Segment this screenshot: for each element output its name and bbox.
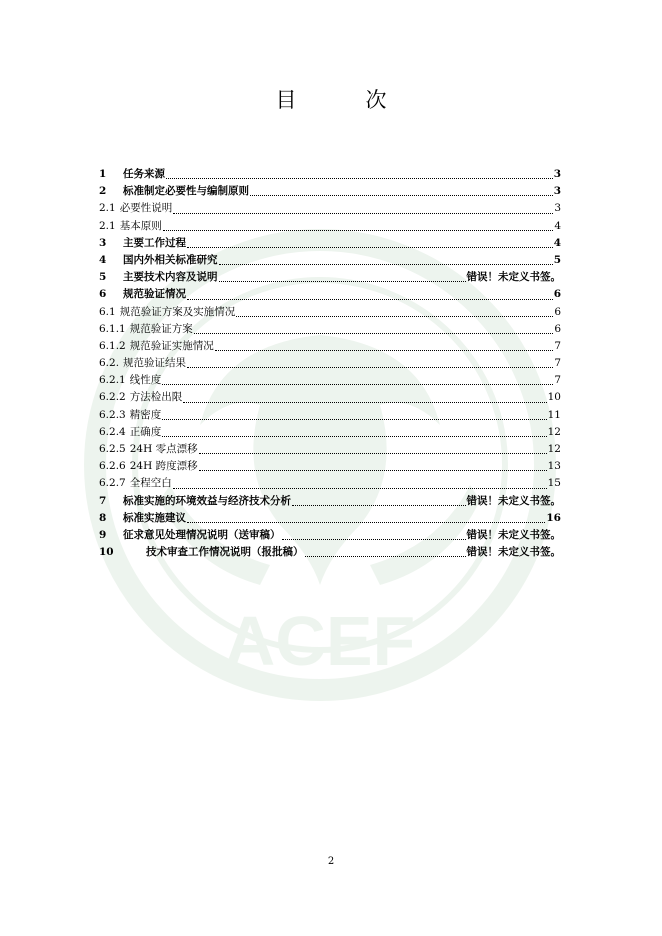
toc-entry-number: 6.2.1: [99, 374, 126, 387]
toc-leader-dots: [199, 470, 547, 471]
toc-entry-number: 4: [99, 253, 107, 266]
toc-leader-dots: [162, 436, 546, 437]
toc-leader-dots: [305, 556, 466, 557]
toc-entry[interactable]: [99, 200, 561, 217]
toc-entry-number: 5: [99, 271, 107, 284]
toc-entry-label: 全程空白: [129, 477, 172, 490]
toc-entry[interactable]: [99, 424, 561, 441]
toc-entry-label: 必要性说明: [119, 202, 173, 215]
toc-leader-dots: [183, 402, 546, 403]
toc-entry-page: 6: [553, 288, 561, 301]
toc-entry-label: 标准实施建议: [123, 511, 186, 524]
toc-entry-label: 精密度: [129, 408, 162, 421]
toc-entry-page: 7: [554, 339, 561, 352]
toc-entry-page: 3: [554, 202, 561, 215]
toc-entry[interactable]: [99, 441, 561, 458]
toc-leader-dots: [236, 316, 553, 317]
toc-leader-dots: [187, 247, 553, 248]
table-of-contents: [99, 166, 561, 561]
toc-leader-dots: [163, 230, 554, 231]
toc-leader-dots: [173, 213, 553, 214]
toc-entry[interactable]: [99, 389, 561, 406]
toc-leader-dots: [166, 178, 553, 179]
toc-entry[interactable]: [99, 355, 561, 372]
toc-leader-dots: [187, 299, 553, 300]
page-number: 2: [327, 856, 335, 867]
toc-entry-label: 24H 跨度漂移: [129, 460, 198, 473]
toc-entry-page: 10: [547, 391, 561, 404]
toc-entry[interactable]: [99, 338, 561, 355]
toc-entry-number: 6.2.6: [99, 460, 126, 473]
toc-leader-dots: [292, 505, 466, 506]
toc-leader-dots: [199, 453, 547, 454]
toc-entry-label: 征求意见处理情况说明（送审稿）: [123, 528, 281, 541]
toc-entry-page: 3: [553, 185, 561, 198]
toc-entry[interactable]: [99, 304, 561, 321]
toc-entry-label: 国内外相关标准研究: [123, 253, 218, 266]
toc-entry-number: 6.1: [99, 305, 116, 318]
toc-entry-number: 6.2.7: [99, 477, 126, 490]
toc-entry[interactable]: [99, 510, 561, 527]
toc-entry-number: 6.1.2: [99, 339, 126, 352]
toc-leader-dots: [162, 384, 553, 385]
toc-entry-label: 任务来源: [123, 168, 165, 180]
toc-leader-dots: [219, 264, 553, 265]
toc-entry[interactable]: [99, 252, 561, 269]
toc-entry-page: 6: [554, 305, 561, 318]
toc-entry-page: 16: [546, 511, 561, 524]
toc-leader-dots: [282, 539, 466, 540]
toc-entry-number: 1: [99, 168, 107, 180]
toc-entry[interactable]: [99, 527, 561, 544]
toc-entry-page: 4: [553, 236, 561, 249]
toc-entry[interactable]: [99, 372, 561, 389]
toc-entry-page: 5: [553, 253, 561, 266]
toc-entry-label: 主要工作过程: [123, 236, 186, 249]
toc-entry-page: 11: [547, 408, 561, 421]
toc-leader-dots: [187, 522, 545, 523]
toc-entry-page: 4: [554, 219, 561, 232]
toc-entry-label: 标准制定必要性与编制原则: [123, 185, 249, 198]
toc-leader-dots: [219, 281, 466, 282]
toc-entry-page: 12: [547, 425, 561, 438]
toc-entry-label: 规范验证情况: [123, 288, 186, 301]
toc-entry[interactable]: [99, 218, 561, 235]
toc-entry-number: 6.2.5: [99, 443, 126, 455]
toc-entry-label: 正确度: [129, 425, 162, 438]
toc-entry-number: 6.2.: [99, 357, 120, 370]
toc-entry-number: 7: [99, 494, 107, 507]
toc-entry-number: 9: [99, 528, 107, 541]
toc-entry-number: 6.2.4: [99, 425, 126, 438]
toc-leader-dots: [173, 488, 547, 489]
toc-leader-dots: [194, 333, 554, 334]
toc-entry-number: 6.1.1: [99, 322, 126, 335]
toc-entry-page: 3: [553, 168, 561, 180]
toc-leader-dots: [162, 419, 546, 420]
toc-entry[interactable]: [99, 475, 561, 492]
toc-entry[interactable]: [99, 321, 561, 338]
toc-entry-label: 技术审查工作情况说明（报批稿）: [146, 546, 304, 559]
toc-entry-label: 规范验证方案及实施情况: [119, 305, 236, 318]
toc-entry[interactable]: [99, 286, 561, 303]
toc-entry-number: 10: [99, 546, 114, 559]
page-title: 目 次: [275, 88, 411, 112]
toc-entry-page: 7: [554, 357, 561, 370]
toc-entry[interactable]: [99, 493, 561, 510]
toc-entry-page: 12: [547, 443, 561, 455]
toc-leader-dots: [187, 367, 553, 368]
toc-entry-page: 错误！未定义书签。: [466, 271, 561, 284]
toc-entry-label: 标准实施的环境效益与经济技术分析: [123, 494, 291, 507]
toc-entry-number: 2: [99, 185, 107, 198]
watermark-text: ACEF: [224, 602, 416, 680]
toc-entry-page: 13: [547, 460, 561, 473]
toc-entry-page: 15: [547, 477, 561, 490]
toc-entry-number: 6.2.3: [99, 408, 126, 421]
toc-entry-page: 错误！未定义书签。: [466, 528, 561, 541]
toc-entry-label: 方法检出限: [129, 391, 183, 404]
toc-entry-label: 规范验证结果: [123, 357, 187, 370]
toc-entry-page: 7: [554, 374, 561, 387]
toc-entry-label: 24H 零点漂移: [129, 443, 198, 455]
toc-entry-number: 3: [99, 236, 107, 249]
toc-leader-dots: [215, 350, 554, 351]
toc-entry-number: 2.1: [99, 219, 116, 232]
toc-entry[interactable]: [99, 235, 561, 252]
toc-entry[interactable]: [99, 183, 561, 200]
toc-entry-label: 规范验证实施情况: [129, 339, 214, 352]
toc-entry-number: 6.2.2: [99, 391, 126, 404]
toc-entry-page: 错误！未定义书签。: [466, 546, 561, 559]
toc-entry-label: 规范验证方案: [129, 322, 193, 335]
toc-entry-number: 8: [99, 511, 107, 524]
toc-entry[interactable]: [99, 407, 561, 424]
toc-entry-number: 2.1: [99, 202, 116, 215]
toc-entry[interactable]: [99, 166, 561, 183]
toc-entry-label: 主要技术内容及说明: [123, 271, 218, 284]
toc-entry-page: 错误！未定义书签。: [466, 494, 561, 507]
toc-entry-label: 线性度: [129, 374, 162, 387]
toc-entry[interactable]: [99, 269, 561, 286]
toc-leader-dots: [250, 195, 553, 196]
toc-entry-number: 6: [99, 288, 107, 301]
toc-entry-page: 6: [554, 322, 561, 335]
toc-entry[interactable]: [99, 458, 561, 475]
toc-entry[interactable]: [99, 544, 561, 561]
toc-entry-label: 基本原则: [119, 219, 162, 232]
